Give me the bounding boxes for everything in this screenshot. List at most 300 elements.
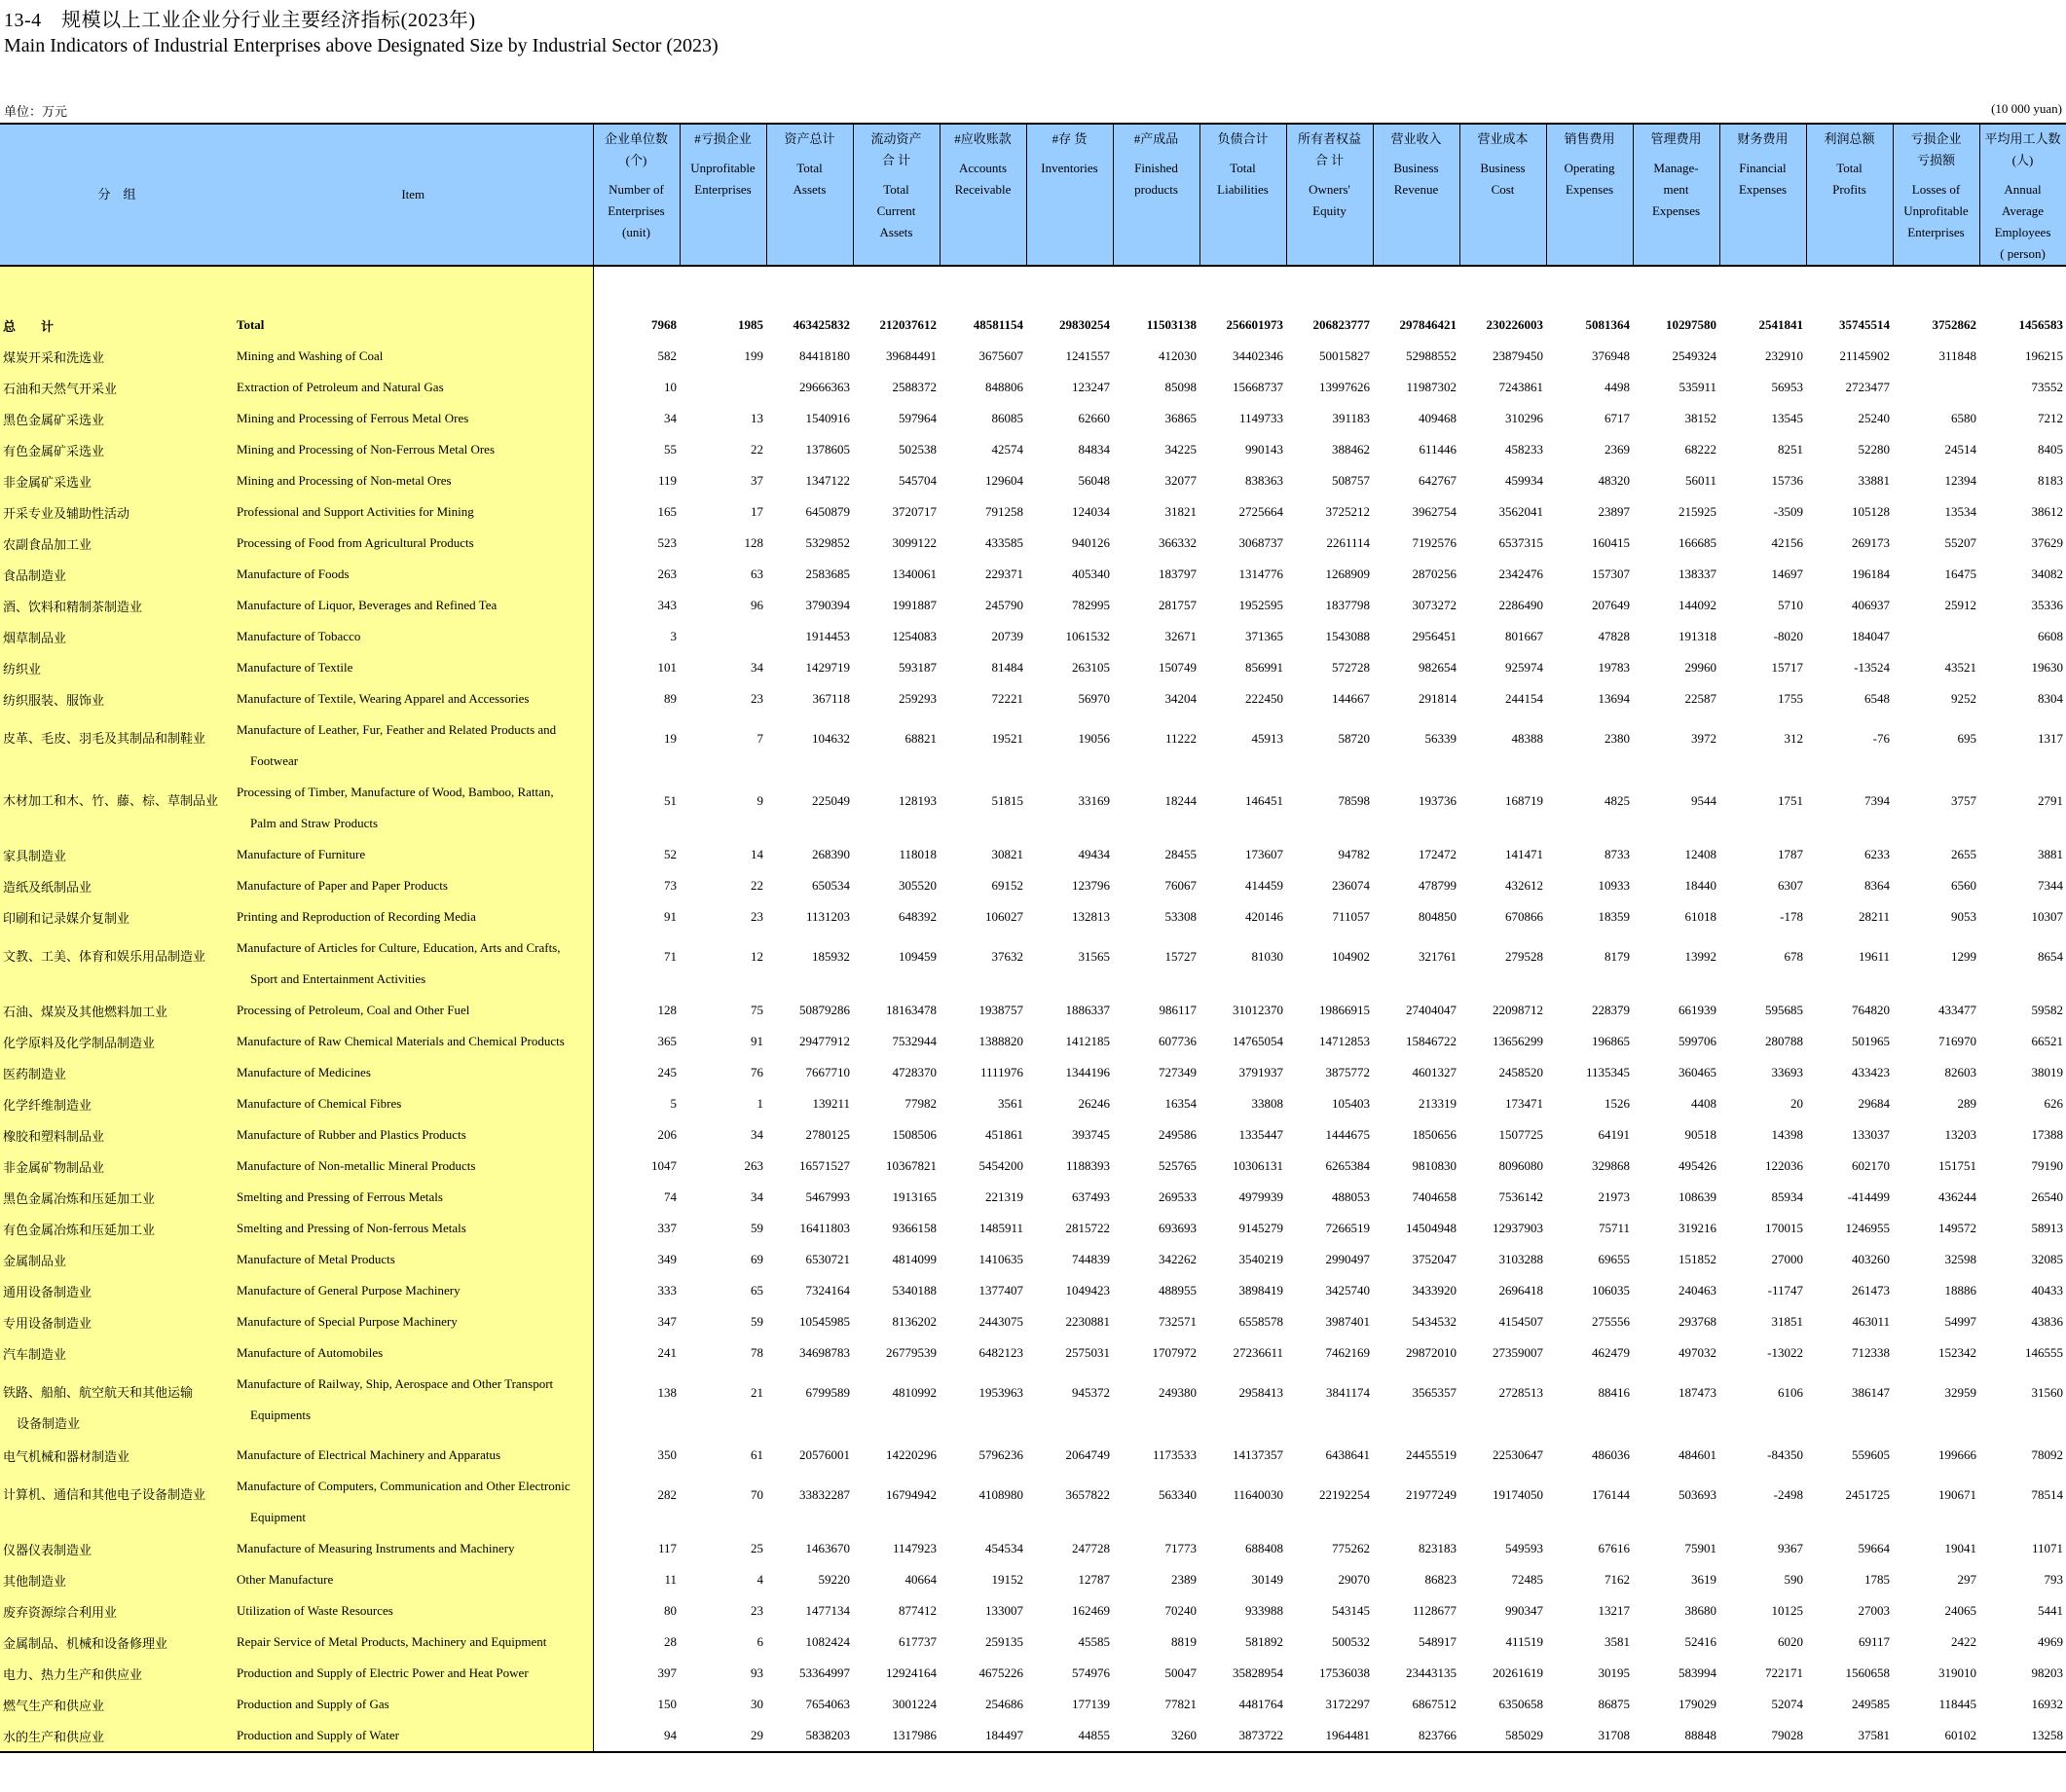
value-cell: 744839: [1072, 1252, 1110, 1266]
value-cell: -178: [1780, 909, 1803, 924]
value-cell: 14697: [1771, 567, 1803, 581]
table-row: [0, 1088, 2066, 1119]
value-cell: 109459: [899, 949, 937, 964]
value-cell: 1485911: [978, 1221, 1023, 1235]
value-cell: 463011: [1852, 1314, 1890, 1329]
spacer-cell: [1546, 266, 1633, 310]
value-cell: 228379: [1592, 1003, 1630, 1017]
value-cell: 9145279: [1238, 1221, 1283, 1235]
value-cell: 77982: [904, 1096, 937, 1111]
value-cell: 599706: [1679, 1034, 1716, 1048]
value-cell: 23: [751, 1603, 763, 1618]
value-cell: 1268909: [1325, 567, 1370, 581]
value-cell: 297: [1957, 1572, 1976, 1587]
sector-name-cn-text: 金属制品业: [3, 1253, 67, 1268]
sector-name-cn-text: 橡胶和塑料制品业: [3, 1128, 105, 1144]
value-cell: 37629: [2031, 535, 2063, 550]
value-cell: 152342: [1938, 1345, 1976, 1360]
value-cell: 4498: [1605, 380, 1630, 394]
value-cell: 648392: [899, 909, 937, 924]
sector-name-cn-text: 黑色金属矿采选业: [3, 412, 105, 427]
value-cell: 259135: [985, 1634, 1023, 1649]
value-cell: 574976: [1072, 1665, 1110, 1680]
header-col-en: Total Assets: [793, 161, 827, 197]
value-cell: 365: [657, 1034, 677, 1048]
value-cell: 411519: [1505, 1634, 1543, 1649]
sector-name-en-text: Manufacture of Computers, Communication and Other Electronic: [237, 1479, 571, 1493]
value-cell: 279528: [1505, 949, 1543, 964]
value-cell: 53308: [1164, 909, 1197, 924]
value-cell: 804850: [1419, 909, 1457, 924]
sector-name-en: [234, 1658, 593, 1689]
value-cell: 133037: [1852, 1127, 1890, 1142]
value-cell: 3752862: [1932, 317, 1976, 332]
sector-name-en-text: Production and Supply of Water: [237, 1728, 399, 1742]
value-cell: 502538: [899, 442, 937, 457]
value-cell: 945372: [1072, 1385, 1110, 1400]
sector-name-cn: [0, 496, 234, 528]
value-cell: 7654063: [805, 1697, 850, 1711]
value-cell: 1128677: [1412, 1603, 1457, 1618]
sector-name-en-text: Manufacture of Medicines: [237, 1065, 371, 1079]
spacer-cell: [1979, 266, 2066, 310]
sector-name-en: [234, 1057, 593, 1088]
value-cell: 2369: [1605, 442, 1630, 457]
value-cell: 78092: [2031, 1447, 2063, 1462]
value-cell: 9544: [1691, 793, 1716, 808]
table-row: [0, 1306, 2066, 1337]
value-cell: 595685: [1765, 1003, 1803, 1017]
value-cell: 183797: [1159, 567, 1197, 581]
value-cell: 29477912: [799, 1034, 850, 1048]
value-cell: 19041: [1944, 1541, 1976, 1555]
value-cell: 19630: [2031, 660, 2063, 675]
value-cell: 2696418: [1498, 1283, 1543, 1298]
value-cell: 13203: [1944, 1127, 1976, 1142]
value-cell: 293768: [1679, 1314, 1716, 1329]
value-cell: 79190: [2031, 1158, 2063, 1173]
sector-name-cn: [0, 1119, 234, 1151]
value-cell: 678: [1784, 949, 1803, 964]
sector-name-cn-text: 黑色金属冶炼和压延加工业: [3, 1190, 156, 1206]
value-cell: 78: [751, 1345, 763, 1360]
sector-name-cn-text-2: 设备制造业: [17, 1416, 81, 1431]
value-cell: 85098: [1164, 380, 1197, 394]
value-cell: 2583685: [805, 567, 850, 581]
value-cell: 495426: [1679, 1158, 1716, 1173]
value-cell: 17: [751, 504, 763, 519]
value-cell: 397: [657, 1665, 677, 1680]
value-cell: 14504948: [1406, 1221, 1457, 1235]
sector-name-cn-text: 石油、煤炭及其他燃料加工业: [3, 1004, 168, 1019]
value-cell: 81484: [991, 660, 1023, 675]
sector-name-cn: [0, 1337, 234, 1369]
value-cell: 30821: [991, 847, 1023, 861]
value-cell: 2956451: [1412, 629, 1457, 643]
value-cell: 3260: [1171, 1728, 1197, 1742]
spacer-cell: [234, 266, 593, 310]
value-cell: 69117: [1858, 1634, 1890, 1649]
value-cell: 23879450: [1493, 348, 1543, 363]
value-cell: 611446: [1419, 442, 1457, 457]
table-row: [0, 870, 2066, 901]
sector-name-cn: [0, 714, 234, 777]
value-cell: 347: [657, 1314, 677, 1329]
value-cell: 2870256: [1412, 567, 1457, 581]
value-cell: 105403: [1332, 1096, 1370, 1111]
header-col-en: Business Revenue: [1393, 161, 1439, 197]
value-cell: 42574: [991, 442, 1023, 457]
value-cell: 3099122: [892, 535, 937, 550]
value-cell: 165: [657, 504, 677, 519]
sector-name-en-text: Processing of Food from Agricultural Products: [237, 535, 474, 550]
value-cell: 8654: [2038, 949, 2063, 964]
value-cell: 151751: [1938, 1158, 1976, 1173]
value-cell: 7532944: [892, 1034, 937, 1048]
value-cell: 59582: [2031, 1003, 2063, 1017]
sector-name-cn-text: 煤炭开采和洗选业: [3, 349, 105, 365]
value-cell: 2064749: [1065, 1447, 1110, 1462]
value-cell: 78514: [2031, 1487, 2063, 1502]
value-cell: 3790394: [805, 598, 850, 612]
header-col-1: [680, 125, 766, 266]
value-cell: 37581: [1858, 1728, 1890, 1742]
value-cell: 13997626: [1319, 380, 1370, 394]
value-cell: 23: [751, 909, 763, 924]
value-cell: 247728: [1072, 1541, 1110, 1555]
table-row: [0, 403, 2066, 434]
value-cell: 48581154: [973, 317, 1023, 332]
value-cell: 1429719: [805, 660, 850, 675]
value-cell: 16354: [1164, 1096, 1197, 1111]
value-cell: 12394: [1944, 473, 1976, 488]
value-cell: -2498: [1773, 1487, 1803, 1502]
value-cell: 3841174: [1325, 1385, 1370, 1400]
value-cell: 1344196: [1065, 1065, 1110, 1079]
sector-name-en-text: Other Manufacture: [237, 1572, 334, 1587]
table-row: [0, 933, 2066, 995]
value-cell: 59664: [1858, 1541, 1890, 1555]
sector-name-cn: [0, 652, 234, 683]
sector-name-cn: [0, 372, 234, 403]
header-col-en: Inventories: [1041, 161, 1098, 175]
table-row: [0, 1213, 2066, 1244]
sector-name-cn-text: 电力、热力生产和供应业: [3, 1666, 143, 1682]
value-cell: 173607: [1245, 847, 1283, 861]
table-row: [0, 714, 2066, 777]
spacer-cell: [853, 266, 940, 310]
value-cell: 597964: [899, 411, 937, 425]
value-cell: 184497: [985, 1728, 1023, 1742]
value-cell: -414499: [1847, 1189, 1890, 1204]
value-cell: 333: [657, 1283, 677, 1298]
value-cell: 5710: [1778, 598, 1803, 612]
value-cell: 3725212: [1325, 504, 1370, 519]
value-cell: 940126: [1072, 535, 1110, 550]
value-cell: 593187: [899, 660, 937, 675]
value-cell: 4481764: [1238, 1697, 1283, 1711]
value-cell: 84834: [1078, 442, 1110, 457]
value-cell: 68222: [1684, 442, 1716, 457]
value-cell: 40664: [904, 1572, 937, 1587]
value-cell: 289: [1957, 1096, 1976, 1111]
value-cell: 722171: [1765, 1665, 1803, 1680]
value-cell: 268390: [812, 847, 850, 861]
value-cell: 497032: [1679, 1345, 1716, 1360]
sector-name-en-text-2: Equipment: [250, 1510, 307, 1524]
value-cell: 2780125: [805, 1127, 850, 1142]
value-cell: -76: [1872, 731, 1890, 746]
sector-name-en: [234, 1533, 593, 1564]
value-cell: 10933: [1598, 878, 1630, 893]
value-cell: 454534: [985, 1541, 1023, 1555]
value-cell: 6560: [1951, 878, 1976, 893]
sector-name-cn-text: 废弃资源综合利用业: [3, 1604, 118, 1620]
value-cell: 168719: [1505, 793, 1543, 808]
value-cell: 128: [744, 535, 763, 550]
sector-name-cn: [0, 434, 234, 465]
value-cell: 56339: [1424, 731, 1457, 746]
value-cell: 8733: [1605, 847, 1630, 861]
value-cell: 76: [751, 1065, 763, 1079]
header-col-cn: 财务费用: [1737, 131, 1789, 146]
value-cell: 3720717: [892, 504, 937, 519]
sector-name-en-text: Manufacture of Special Purpose Machinery: [237, 1314, 458, 1329]
value-cell: 73: [664, 878, 677, 893]
sector-name-en-text: Manufacture of Measuring Instruments and Machinery: [237, 1541, 515, 1555]
value-cell: 1707972: [1152, 1345, 1197, 1360]
value-cell: 45585: [1078, 1634, 1110, 1649]
value-cell: 436244: [1938, 1189, 1976, 1204]
table-row: [0, 652, 2066, 683]
value-cell: 670866: [1505, 909, 1543, 924]
value-cell: 38612: [2031, 504, 2063, 519]
value-cell: 503693: [1679, 1487, 1716, 1502]
sector-name-cn: [0, 1244, 234, 1275]
sector-name-en: [234, 777, 593, 839]
table-row: [0, 901, 2066, 933]
value-cell: 193736: [1419, 793, 1457, 808]
table-row: [0, 1627, 2066, 1658]
sector-name-cn-text: 汽车制造业: [3, 1346, 67, 1362]
table-row: [0, 683, 2066, 714]
value-cell: 75901: [1684, 1541, 1716, 1555]
value-cell: 206: [657, 1127, 677, 1142]
sector-name-en-text: Manufacture of Automobiles: [237, 1345, 384, 1360]
value-cell: 14765054: [1233, 1034, 1283, 1048]
value-cell: 6438641: [1325, 1447, 1370, 1462]
value-cell: 44855: [1078, 1728, 1110, 1742]
header-col-8: [1286, 125, 1373, 266]
value-cell: 14712853: [1319, 1034, 1370, 1048]
sector-name-en-text: Processing of Timber, Manufacture of Wood, Bamboo, Rattan,: [237, 785, 554, 799]
value-cell: 406937: [1852, 598, 1890, 612]
value-cell: 2728513: [1498, 1385, 1543, 1400]
value-cell: 43521: [1944, 660, 1976, 675]
value-cell: 138337: [1679, 567, 1716, 581]
value-cell: 71: [664, 949, 677, 964]
value-cell: 82603: [1944, 1065, 1976, 1079]
value-cell: 73552: [2031, 380, 2063, 394]
header-col-3: [853, 125, 940, 266]
value-cell: 34402346: [1233, 348, 1283, 363]
value-cell: 22: [751, 442, 763, 457]
value-cell: 55: [664, 442, 677, 457]
value-cell: 3791937: [1238, 1065, 1283, 1079]
sector-name-cn: [0, 1564, 234, 1595]
value-cell: 3561: [998, 1096, 1023, 1111]
value-cell: 10125: [1771, 1603, 1803, 1618]
header-col-cn: #应收账款: [954, 131, 1012, 146]
table-row: [0, 777, 2066, 839]
spacer-row: [0, 266, 2066, 310]
value-cell: 149572: [1938, 1221, 1976, 1235]
sector-name-en: [234, 683, 593, 714]
value-cell: 4: [756, 1572, 763, 1587]
value-cell: 3068737: [1238, 535, 1283, 550]
value-cell: 7266519: [1325, 1221, 1370, 1235]
value-cell: 1991887: [892, 598, 937, 612]
sector-name-en: [234, 652, 593, 683]
sector-name-en-text: Smelting and Pressing of Non-ferrous Metals: [237, 1221, 466, 1235]
value-cell: 11222: [1164, 731, 1197, 746]
value-cell: 329868: [1592, 1158, 1630, 1173]
value-cell: 33693: [1771, 1065, 1803, 1079]
value-cell: 508757: [1332, 473, 1370, 488]
value-cell: 982654: [1419, 660, 1457, 675]
value-cell: 1410635: [978, 1252, 1023, 1266]
header-col-en: Operating Expenses: [1564, 161, 1615, 197]
value-cell: 52074: [1771, 1697, 1803, 1711]
value-cell: 230226003: [1486, 317, 1543, 332]
value-cell: 269533: [1159, 1189, 1197, 1204]
value-cell: 124034: [1072, 504, 1110, 519]
value-cell: 848806: [985, 380, 1023, 394]
value-cell: 5329852: [805, 535, 850, 550]
sector-name-cn: [0, 1627, 234, 1658]
sector-name-en: [234, 1720, 593, 1751]
value-cell: 282: [657, 1487, 677, 1502]
value-cell: 16932: [2031, 1697, 2063, 1711]
sector-name-cn: [0, 777, 234, 839]
value-cell: 1317: [2038, 731, 2063, 746]
value-cell: 488053: [1332, 1189, 1370, 1204]
sector-name-en-text: Total: [237, 317, 265, 332]
value-cell: 106035: [1592, 1283, 1630, 1298]
value-cell: 128: [657, 1003, 677, 1017]
sector-name-cn: [0, 621, 234, 652]
value-cell: 249380: [1159, 1385, 1197, 1400]
value-cell: 548917: [1419, 1634, 1457, 1649]
value-cell: 10307: [2031, 909, 2063, 924]
value-cell: 60102: [1944, 1728, 1976, 1742]
value-cell: 793: [2044, 1572, 2063, 1587]
value-cell: 1049423: [1065, 1283, 1110, 1298]
value-cell: 10: [664, 380, 677, 394]
header-col-0: [593, 125, 680, 266]
value-cell: 222450: [1245, 691, 1283, 706]
value-cell: 263: [744, 1158, 763, 1173]
value-cell: 173471: [1505, 1096, 1543, 1111]
value-cell: 297846421: [1399, 317, 1457, 332]
value-cell: 458233: [1505, 442, 1543, 457]
value-cell: 549593: [1505, 1541, 1543, 1555]
value-cell: 133007: [985, 1603, 1023, 1618]
value-cell: 3657822: [1065, 1487, 1110, 1502]
value-cell: 207649: [1592, 598, 1630, 612]
value-cell: 25912: [1944, 598, 1976, 612]
value-cell: 1787: [1778, 847, 1803, 861]
value-cell: 545704: [899, 473, 937, 488]
value-cell: 4810992: [892, 1385, 937, 1400]
value-cell: 1111976: [979, 1065, 1023, 1079]
value-cell: 32085: [2031, 1252, 2063, 1266]
value-cell: 56048: [1078, 473, 1110, 488]
table-row: [0, 559, 2066, 590]
table-row: [0, 434, 2066, 465]
table-row: [0, 372, 2066, 403]
value-cell: 1560658: [1845, 1665, 1890, 1680]
sector-name-en-text: Manufacture of Furniture: [237, 847, 366, 861]
value-cell: 96: [751, 598, 763, 612]
sector-name-cn: [0, 901, 234, 933]
value-cell: 712338: [1852, 1345, 1890, 1360]
value-cell: 523: [657, 535, 677, 550]
value-cell: 3881: [2038, 847, 2063, 861]
value-cell: 433477: [1938, 1003, 1976, 1017]
sector-name-cn-text: 有色金属矿采选业: [3, 443, 105, 458]
value-cell: 213319: [1419, 1096, 1457, 1111]
header-col-en: Losses of Unprofitable Enterprises: [1903, 182, 1969, 239]
value-cell: 371365: [1245, 629, 1283, 643]
value-cell: 7212: [2038, 411, 2063, 425]
value-cell: 642767: [1419, 473, 1457, 488]
value-cell: 8304: [2038, 691, 2063, 706]
sector-name-cn: [0, 933, 234, 995]
sector-name-en-text: Manufacture of Liquor, Beverages and Refined Tea: [237, 598, 498, 612]
indicators-table: [0, 125, 2066, 1751]
value-cell: 5340188: [892, 1283, 937, 1298]
value-cell: 3962754: [1412, 504, 1457, 519]
value-cell: 877412: [899, 1603, 937, 1618]
value-cell: 13545: [1771, 411, 1803, 425]
value-cell: 54997: [1944, 1314, 1976, 1329]
value-cell: -11747: [1767, 1283, 1803, 1298]
value-cell: 32959: [1944, 1385, 1976, 1400]
value-cell: 7192576: [1412, 535, 1457, 550]
sector-name-en: [234, 1627, 593, 1658]
sector-name-en: [234, 870, 593, 901]
value-cell: 52416: [1684, 1634, 1716, 1649]
value-cell: 56953: [1771, 380, 1803, 394]
sector-name-en: [234, 496, 593, 528]
value-cell: 11: [664, 1572, 677, 1587]
value-cell: 199666: [1938, 1447, 1976, 1462]
value-cell: 118018: [899, 847, 937, 861]
value-cell: 196184: [1852, 567, 1890, 581]
sector-name-en-text: Manufacture of Textile, Wearing Apparel and Accessories: [237, 691, 530, 706]
value-cell: 196865: [1592, 1034, 1630, 1048]
value-cell: 138: [657, 1385, 677, 1400]
value-cell: 484601: [1679, 1447, 1716, 1462]
value-cell: 1188393: [1065, 1158, 1110, 1173]
value-cell: 7462169: [1325, 1345, 1370, 1360]
value-cell: 14398: [1771, 1127, 1803, 1142]
value-cell: 2791: [2038, 793, 2063, 808]
value-cell: 319010: [1938, 1665, 1976, 1680]
value-cell: 28: [664, 1634, 677, 1649]
value-cell: 1526: [1605, 1096, 1630, 1111]
